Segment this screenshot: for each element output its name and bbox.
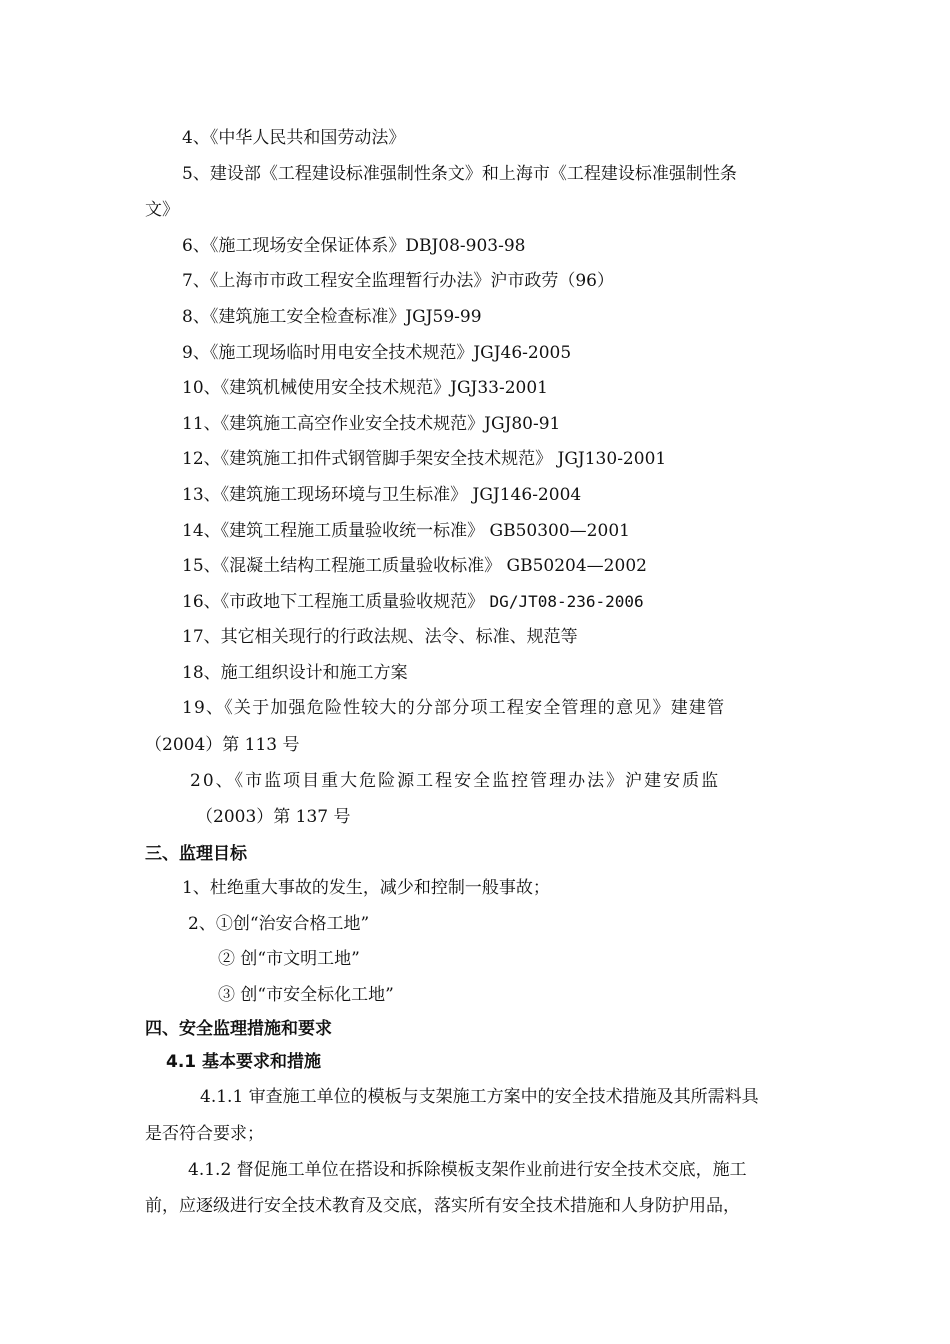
reference-item-20-continuation: （2003）第 137 号	[196, 807, 351, 827]
reference-item-20: 20、《市监项目重大危险源工程安全监控管理办法》沪建安质监	[190, 771, 721, 791]
paragraph-4-1-1: 4.1.1 审查施工单位的模板与支架施工方案中的安全技术措施及其所需料具	[200, 1087, 759, 1107]
reference-item-19-continuation: （2004）第 113 号	[145, 735, 300, 755]
reference-item-13: 13、《建筑施工现场环境与卫生标准》 JGJ146-2004	[182, 485, 582, 505]
reference-item-4: 4、《中华人民共和国劳动法》	[182, 128, 406, 148]
reference-item-15: 15、《混凝土结构工程施工质量验收标准》 GB50204—2002	[182, 556, 647, 576]
goal-item-2c: ③ 创“市安全标化工地”	[218, 985, 394, 1005]
paragraph-4-1-1-continuation: 是否符合要求；	[145, 1124, 264, 1144]
reference-item-5: 5、建设部《工程建设标准强制性条文》和上海市《工程建设标准强制性条	[182, 164, 737, 184]
reference-item-16-code: DG/JT08-236-2006	[489, 592, 644, 611]
reference-item-11: 11、《建筑施工高空作业安全技术规范》JGJ80-91	[182, 414, 561, 434]
reference-item-16-title: 16、《市政地下工程施工质量验收规范》	[182, 592, 485, 612]
reference-item-17: 17、其它相关现行的行政法规、法令、标准、规范等	[182, 627, 578, 647]
reference-item-10: 10、《建筑机械使用安全技术规范》JGJ33-2001	[182, 378, 548, 398]
reference-item-12: 12、《建筑施工扣件式钢管脚手架安全技术规范》 JGJ130-2001	[182, 449, 667, 469]
reference-item-7: 7、《上海市市政工程安全监理暂行办法》沪市政劳（96）	[182, 271, 614, 291]
reference-item-16	[182, 590, 644, 614]
reference-item-6: 6、《施工现场安全保证体系》DBJ08-903-98	[182, 236, 526, 256]
goal-item-2: 2、①创“治安合格工地”	[188, 914, 370, 934]
paragraph-4-1-2-continuation: 前，应逐级进行安全技术教育及交底，落实所有安全技术措施和人身防护用品，	[145, 1196, 740, 1216]
goal-item-2b: ② 创“市文明工地”	[218, 949, 360, 969]
reference-item-8: 8、《建筑施工安全检查标准》JGJ59-99	[182, 307, 482, 327]
reference-item-14: 14、《建筑工程施工质量验收统一标准》 GB50300—2001	[182, 521, 630, 541]
section-4-1-heading: 4.1 基本要求和措施	[166, 1052, 322, 1072]
reference-item-5-continuation: 文》	[145, 200, 179, 220]
reference-item-9: 9、《施工现场临时用电安全技术规范》JGJ46-2005	[182, 343, 572, 363]
section-3-heading: 三、监理目标	[145, 844, 247, 864]
paragraph-4-1-2: 4.1.2 督促施工单位在搭设和拆除模板支架作业前进行安全技术交底，施工	[188, 1160, 747, 1180]
reference-item-19: 19、《关于加强危险性较大的分部分项工程安全管理的意见》建建管	[182, 698, 726, 718]
goal-item-1: 1、杜绝重大事故的发生，减少和控制一般事故；	[182, 878, 550, 898]
reference-item-18: 18、施工组织设计和施工方案	[182, 663, 408, 683]
section-4-heading: 四、安全监理措施和要求	[145, 1019, 332, 1039]
